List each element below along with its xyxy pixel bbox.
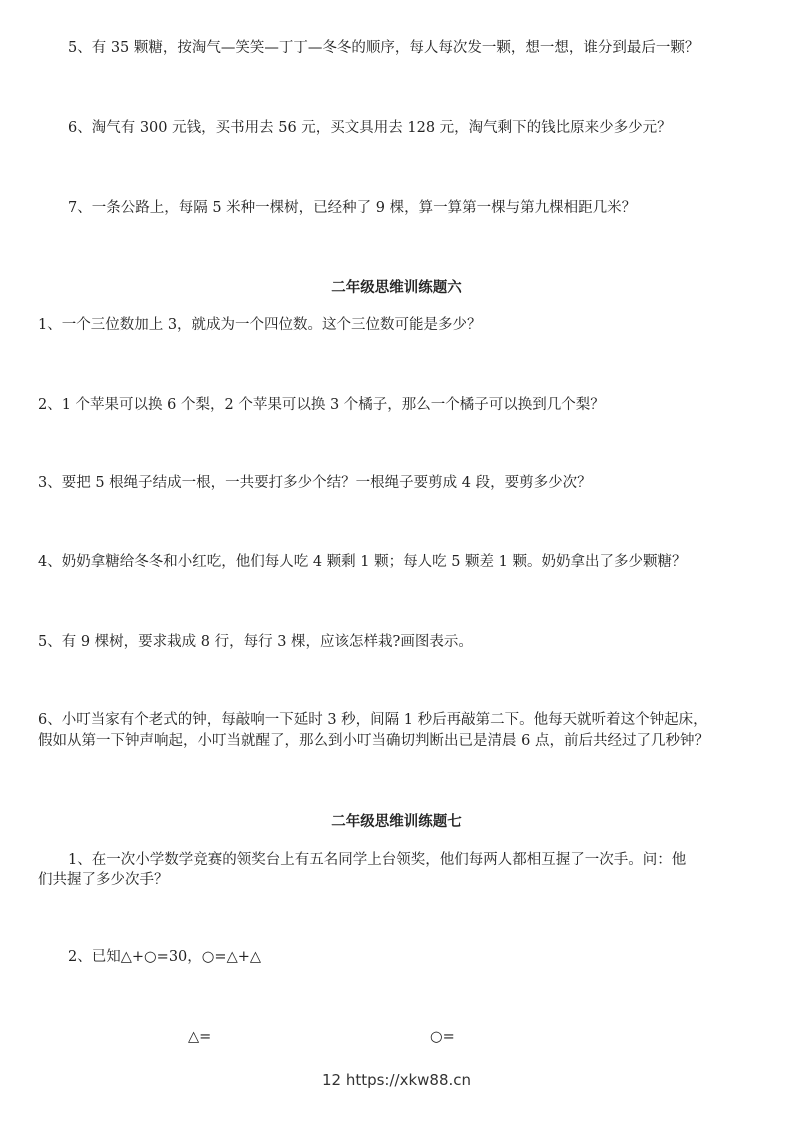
question-2: 2、1 个苹果可以换 6 个梨，2 个苹果可以换 3 个橘子，那么一个橘子可以换到几个梨？: [38, 397, 605, 413]
question-1-line-2: 们共握了多少次手？: [38, 872, 169, 888]
answer-triangle: △=: [188, 1029, 212, 1045]
question-4: 4、奶奶拿糖给冬冬和小红吃，他们每人吃 4 颗剩 1 颗；每人吃 5 颗差 1 颗。奶奶拿出了多少颗糖？: [38, 554, 687, 570]
question-6-line-1: 6、小叮当家有个老式的钟，每敲响一下延时 3 秒，间隔 1 秒后再敲第二下。他每天就听着这个钟起床，: [38, 712, 708, 728]
question-1: 1、一个三位数加上 3，就成为一个四位数。这个三位数可能是多少？: [38, 317, 482, 333]
question-6: 6、淘气有 300 元钱，买书用去 56 元，买文具用去 128 元，淘气剩下的钱比原来少多少元？: [68, 120, 672, 136]
question-1-line-1: 1、在一次小学数学竞赛的领奖台上有五名同学上台领奖，他们每两人都相互握了一次手。问：他: [68, 852, 687, 868]
page-footer: 12 https://xkw88.cn: [321, 1071, 472, 1089]
section-title-six: 二年级思维训练题六: [331, 279, 462, 296]
question-3: 3、要把 5 根绳子结成一根，一共要打多少个结？一根绳子要剪成 4 段，要剪多少次？: [38, 475, 592, 491]
question-7: 7、一条公路上，每隔 5 米种一棵树，已经种了 9 棵，算一算第一棵与第九棵相距几米？: [68, 200, 637, 216]
question-6-line-2: 假如从第一下钟声响起，小叮当就醒了，那么到小叮当确切判断出已是清晨 6 点，前后共经过了几秒钟？: [38, 733, 709, 749]
section-title-seven: 二年级思维训练题七: [331, 813, 462, 830]
answer-circle: ○=: [430, 1029, 455, 1045]
question-2: 2、已知△+○=30，○=△+△: [68, 949, 262, 965]
question-5: 5、有 35 颗糖，按淘气—笑笑—丁丁—冬冬的顺序，每人每次发一颗，想一想，谁分到最后一颗？: [68, 40, 700, 56]
question-5: 5、有 9 棵树，要求栽成 8 行，每行 3 棵，应该怎样栽?画图表示。: [38, 634, 473, 650]
